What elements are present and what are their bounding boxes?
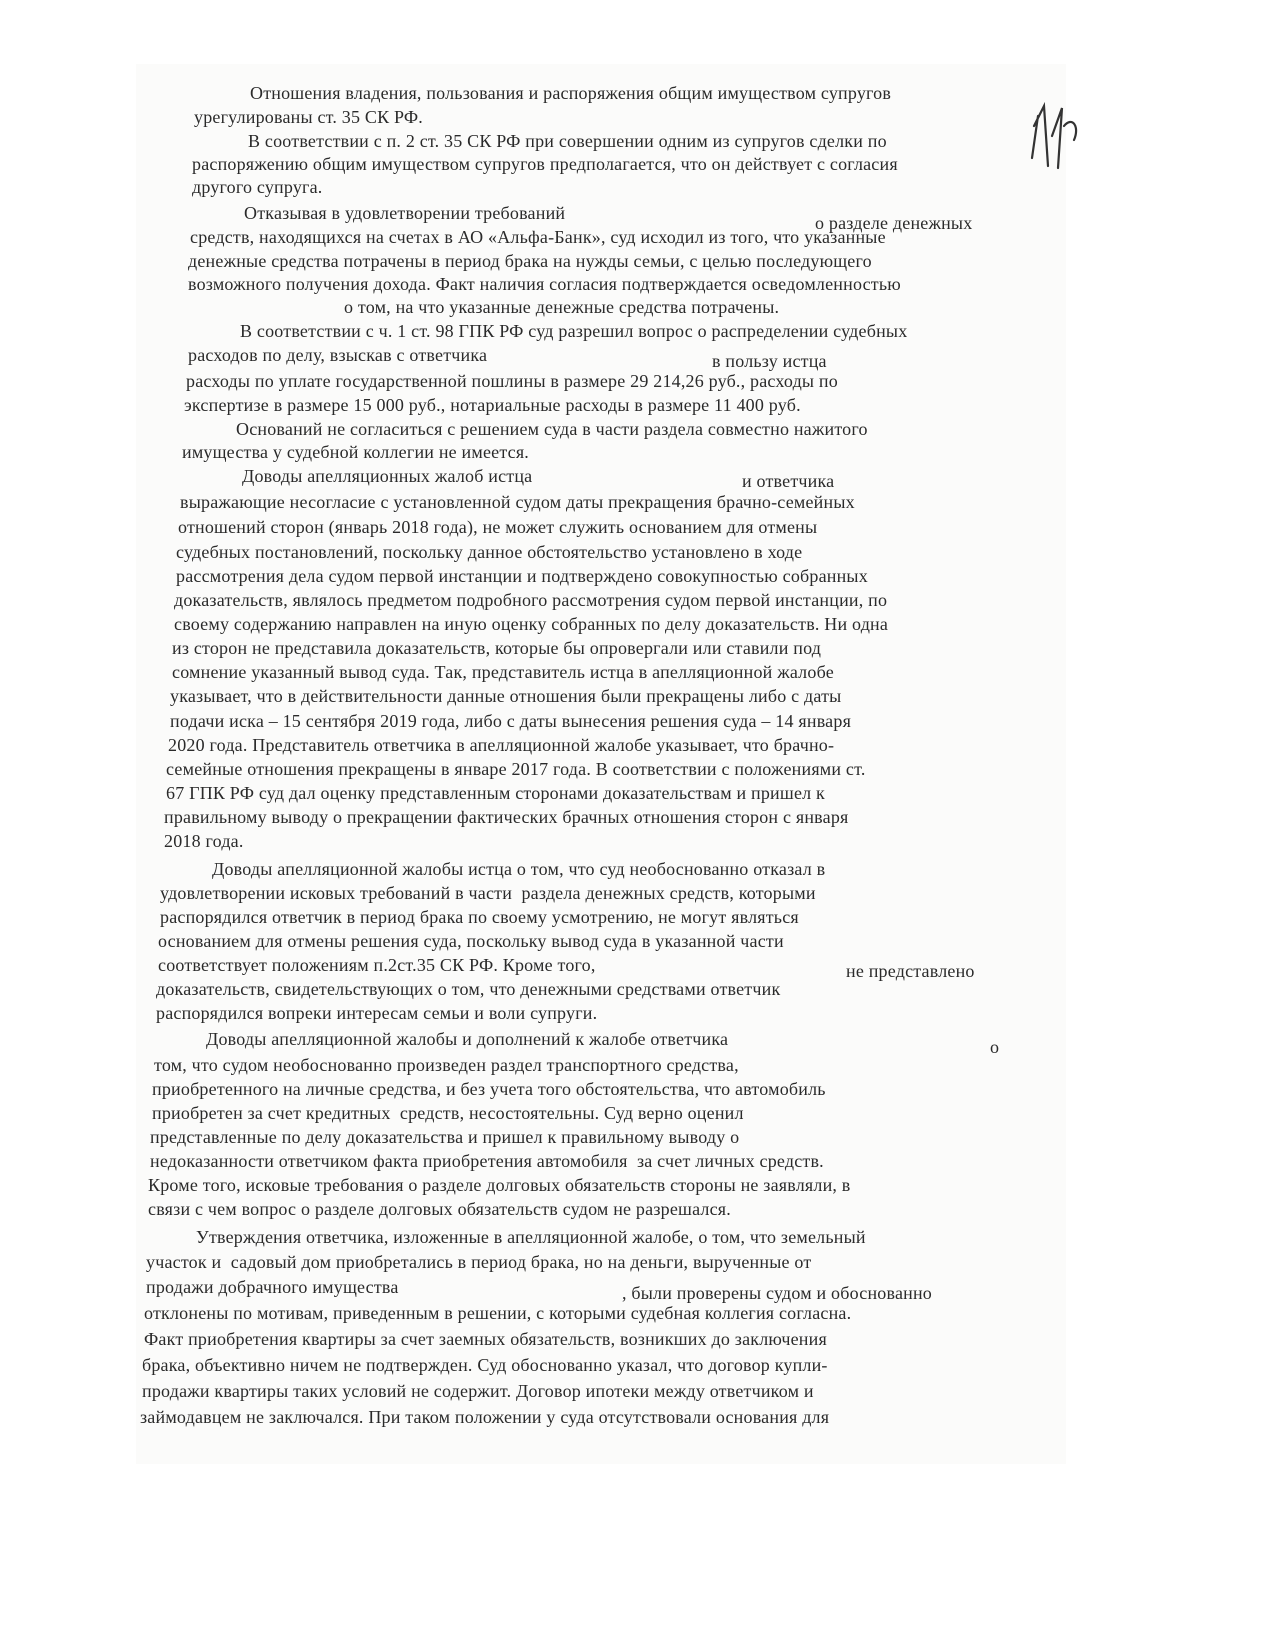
text-line: денежные средства потрачены в период брака на нужды семьи, с целью последующего	[188, 251, 872, 271]
text-line: из сторон не представила доказательств, которые бы опровергали или ставили под	[172, 638, 822, 658]
text-line: средств, находящихся на счетах в АО «Альфа-Банк», суд исходил из того, что указанные	[190, 227, 886, 247]
text-line: участок и садовый дом приобретались в период брака, но на деньги, вырученные от	[146, 1252, 812, 1272]
text-line: подачи иска – 15 сентября 2019 года, либо с даты вынесения решения суда – 14 января	[170, 711, 852, 731]
text-line: займодавцем не заключался. При таком положении у суда отсутствовали основания для	[140, 1407, 830, 1427]
text-line: недоказанности ответчиком факта приобретения автомобиля за счет личных средств.	[150, 1151, 824, 1171]
text-line: указывает, что в действительности данные отношения были прекращены либо с даты	[170, 686, 842, 706]
text-line: основанием для отмены решения суда, поскольку вывод суда в указанной части	[158, 931, 784, 951]
text-line: судебных постановлений, поскольку данное обстоятельство установлено в ходе	[176, 542, 803, 562]
text-line: о разделе денежных	[815, 213, 973, 233]
text-line: возможного получения дохода. Факт наличия согласия подтверждается осведомленностью	[188, 274, 901, 294]
text-line: сомнение указанный вывод суда. Так, представитель истца в апелляционной жалобе	[172, 662, 834, 682]
text-line: выражающие несогласие с установленной судом даты прекращения брачно-семейных	[180, 492, 855, 512]
text-line: приобретенного на личные средства, и без учета того обстоятельства, что автомобиль	[152, 1079, 826, 1099]
text-line: отношений сторон (январь 2018 года), не может служить основанием для отмены	[178, 517, 818, 537]
text-line: распорядился ответчик в период брака по своему усмотрению, не могут являться	[160, 907, 799, 927]
text-line: В соответствии с ч. 1 ст. 98 ГПК РФ суд разрешил вопрос о распределении судебных	[240, 321, 908, 341]
text-line: Доводы апелляционной жалобы и дополнений к жалобе ответчика	[206, 1029, 729, 1049]
text-line: Отказывая в удовлетворении требований	[244, 203, 566, 223]
text-line: в пользу истца	[712, 351, 827, 371]
text-line: связи с чем вопрос о разделе долговых обязательств судом не разрешался.	[148, 1199, 731, 1219]
text-line: Факт приобретения квартиры за счет заемных обязательств, возникших до заключения	[144, 1329, 827, 1349]
text-line: Доводы апелляционной жалобы истца о том, что суд необоснованно отказал в	[212, 859, 826, 879]
text-line: соответствует положениям п.2ст.35 СК РФ. Кроме того,	[158, 955, 596, 975]
text-line: не представлено	[846, 961, 975, 981]
text-line: урегулированы ст. 35 СК РФ.	[194, 107, 424, 127]
text-line: продажи квартиры таких условий не содержит. Договор ипотеки между ответчиком и	[142, 1381, 814, 1401]
text-line: том, что судом необоснованно произведен раздел транспортного средства,	[154, 1055, 739, 1075]
text-line: рассмотрения дела судом первой инстанции и подтверждено совокупностью собранных	[176, 566, 868, 586]
text-line: доказательств, являлось предметом подробного рассмотрения судом первой инстанции, по	[174, 590, 888, 610]
text-line: расходов по делу, взыскав с ответчика	[188, 345, 488, 365]
text-line: отклонены по мотивам, приведенным в решении, с которыми судебная коллегия согласна.	[144, 1303, 852, 1323]
text-line: имущества у судебной коллегии не имеется.	[182, 442, 529, 462]
text-line: Доводы апелляционных жалоб истца	[242, 466, 533, 486]
text-line: удовлетворении исковых требований в части раздела денежных средств, которыми	[160, 883, 816, 903]
text-line: экспертизе в размере 15 000 руб., нотариальные расходы в размере 11 400 руб.	[184, 395, 801, 415]
text-line: Отношения владения, пользования и распоряжения общим имуществом супругов	[250, 83, 892, 103]
text-line: приобретен за счет кредитных средств, несостоятельны. Суд верно оценил	[152, 1103, 744, 1123]
text-line: Оснований не согласиться с решением суда в части раздела совместно нажитого	[236, 419, 868, 439]
text-line: распорядился вопреки интересам семьи и воли супруги.	[156, 1003, 598, 1023]
text-line: брака, объективно ничем не подтвержден. Суд обоснованно указал, что договор купли-	[142, 1355, 828, 1375]
text-line: распоряжению общим имуществом супругов предполагается, что он действует с согласия	[192, 154, 898, 174]
text-line: В соответствии с п. 2 ст. 35 СК РФ при совершении одним из супругов сделки по	[248, 131, 887, 151]
text-line: о том, на что указанные денежные средства потрачены.	[344, 297, 780, 317]
text-line: продажи добрачного имущества	[146, 1277, 399, 1297]
text-line: другого супруга.	[192, 177, 323, 197]
text-line: 2020 года. Представитель ответчика в апелляционной жалобе указывает, что брачно-	[168, 735, 835, 755]
text-line: своему содержанию направлен на иную оценку собранных по делу доказательств. Ни одна	[174, 614, 889, 634]
text-line: расходы по уплате государственной пошлины в размере 29 214,26 руб., расходы по	[186, 371, 838, 391]
text-line: Кроме того, исковые требования о разделе долговых обязательств стороны не заявляли, в	[148, 1175, 851, 1195]
text-line: семейные отношения прекращены в январе 2017 года. В соответствии с положениями ст.	[166, 759, 866, 779]
text-line: доказательств, свидетельствующих о том, что денежными средствами ответчик	[156, 979, 781, 999]
text-line: и ответчика	[742, 471, 835, 491]
text-line: 2018 года.	[164, 831, 244, 851]
text-line: Утверждения ответчика, изложенные в апелляционной жалобе, о том, что земельный	[196, 1227, 866, 1247]
text-line: правильному выводу о прекращении фактических брачных отношения сторон с января	[164, 807, 849, 827]
text-line: , были проверены судом и обоснованно	[622, 1283, 933, 1303]
text-line: 67 ГПК РФ суд дал оценку представленным сторонами доказательствам и пришел к	[166, 783, 825, 803]
text-line: о	[990, 1037, 1000, 1057]
text-line: представленные по делу доказательства и пришел к правильному выводу о	[150, 1127, 740, 1147]
